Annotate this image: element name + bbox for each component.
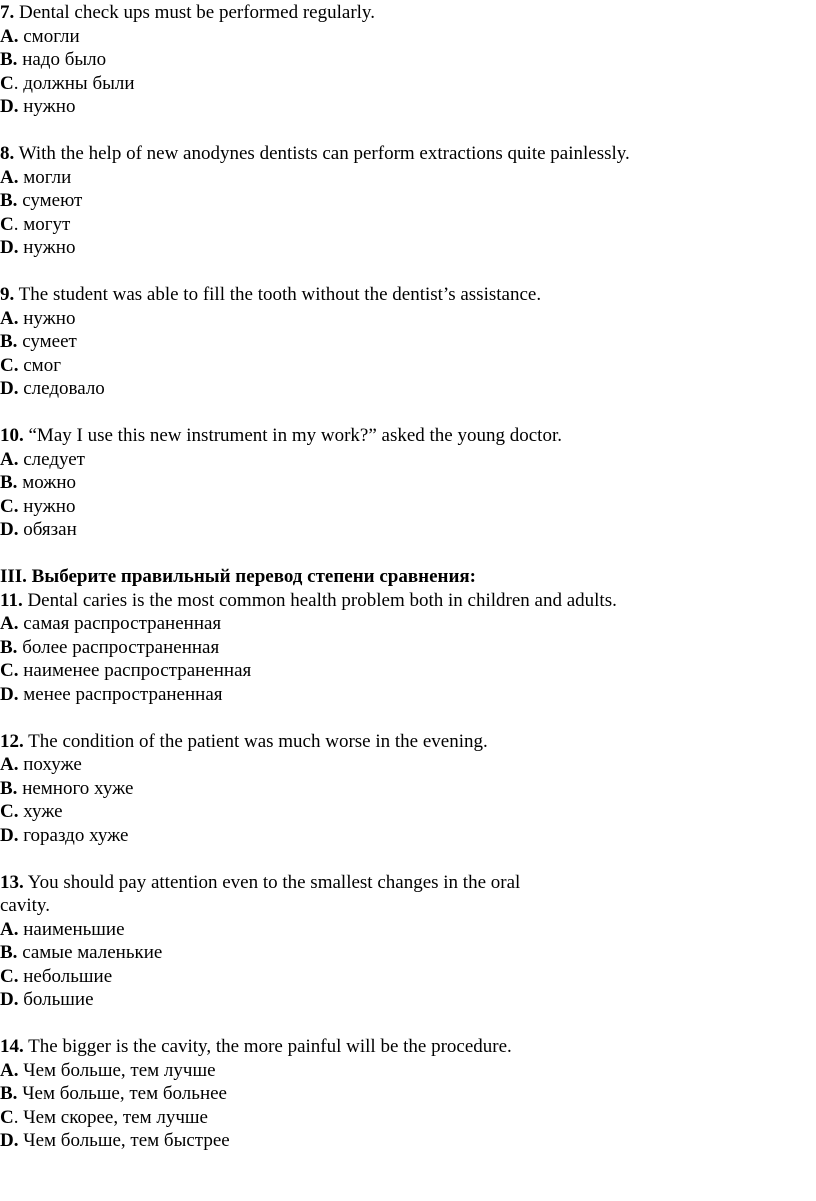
- option-letter: A.: [0, 166, 19, 188]
- answer-option: [0, 1106, 208, 1130]
- answer-option: [0, 354, 61, 378]
- answer-option: [0, 72, 135, 96]
- answer-option: [0, 1059, 216, 1083]
- section-heading: III. Выберите правильный перевод степени сравнения:: [0, 566, 477, 587]
- option-text: следовало: [23, 378, 105, 399]
- question-text: cavity.: [0, 895, 50, 916]
- option-letter: B.: [0, 1083, 18, 1104]
- option-text: самая распространенная: [23, 613, 222, 634]
- option-text: можно: [22, 472, 77, 493]
- option-text: сумеет: [22, 331, 77, 352]
- option-text: . могут: [13, 213, 71, 235]
- option-text: нужно: [23, 96, 76, 117]
- answer-option: [0, 330, 77, 354]
- question-text: Dental check ups must be performed regularly.: [19, 2, 375, 23]
- answer-option: [0, 965, 112, 989]
- answer-option: [0, 495, 75, 519]
- question-line: [0, 142, 630, 166]
- question-line: [0, 1, 375, 25]
- option-letter: C.: [0, 660, 19, 681]
- option-letter: B.: [0, 942, 18, 963]
- option-text: небольшие: [23, 965, 113, 987]
- answer-option: [0, 683, 223, 707]
- option-text: Чем больше, тем больнее: [22, 1083, 227, 1104]
- option-letter: C: [0, 72, 14, 94]
- option-text: . Чем скорее, тем лучше: [13, 1106, 208, 1128]
- question-text: You should pay attention even to the smallest changes in the oral: [27, 871, 521, 893]
- option-letter: A.: [0, 25, 19, 47]
- question-text: The bigger is the cavity, the more painful will be the procedure.: [28, 1036, 512, 1057]
- option-text: Чем больше, тем быстрее: [23, 1130, 230, 1151]
- question-number: 7.: [0, 2, 15, 23]
- answer-option: [0, 471, 76, 495]
- answer-option: [0, 448, 85, 472]
- question-text: With the help of new anodynes dentists can perform extractions quite painlessly.: [18, 143, 630, 164]
- answer-option: [0, 236, 75, 260]
- option-letter: D.: [0, 824, 19, 846]
- answer-option: [0, 166, 71, 190]
- option-letter: C: [0, 1106, 14, 1128]
- answer-option: [0, 377, 105, 401]
- answer-option: [0, 659, 251, 683]
- option-letter: D.: [0, 237, 19, 258]
- option-text: следует: [23, 448, 85, 470]
- answer-option: [0, 612, 221, 636]
- answer-option: [0, 518, 77, 542]
- answer-option: [0, 95, 75, 119]
- question-number: 13.: [0, 871, 24, 893]
- question-text: The student was able to fill the tooth without the dentist’s assistance.: [18, 284, 542, 305]
- question-line: [0, 1035, 512, 1059]
- question-line: [0, 871, 520, 895]
- question-number: 9.: [0, 284, 15, 305]
- question-number: 8.: [0, 143, 15, 164]
- option-text: гораздо хуже: [23, 824, 129, 846]
- option-text: . должны были: [13, 72, 135, 94]
- option-letter: B.: [0, 777, 18, 799]
- answer-option: [0, 777, 133, 801]
- question-number: 10.: [0, 425, 24, 446]
- answer-option: [0, 941, 162, 965]
- option-text: хуже: [23, 801, 63, 822]
- question-number: 14.: [0, 1036, 24, 1057]
- question-line: [0, 730, 488, 754]
- option-text: нужно: [23, 495, 76, 517]
- option-letter: B.: [0, 190, 18, 211]
- option-letter: D.: [0, 989, 19, 1010]
- answer-option: [0, 213, 70, 237]
- option-letter: C: [0, 213, 14, 235]
- option-letter: D.: [0, 96, 19, 117]
- answer-option: [0, 753, 82, 777]
- option-text: надо было: [22, 49, 107, 70]
- question-text: “May I use this new instrument in my work?” asked the young doctor.: [28, 425, 562, 446]
- option-letter: D.: [0, 378, 19, 399]
- question-number: 12.: [0, 730, 24, 752]
- option-letter: B.: [0, 331, 18, 352]
- option-letter: A.: [0, 448, 19, 470]
- option-text: менее распространенная: [23, 683, 223, 705]
- option-text: Чем больше, тем лучше: [23, 1059, 216, 1081]
- question-number: 11.: [0, 589, 23, 611]
- option-letter: C.: [0, 495, 19, 517]
- answer-option: [0, 307, 75, 331]
- answer-option: [0, 988, 94, 1012]
- option-text: наименьшие: [23, 918, 125, 940]
- option-letter: B.: [0, 472, 18, 493]
- option-letter: B.: [0, 49, 18, 70]
- option-letter: A.: [0, 307, 19, 329]
- question-line: [0, 589, 617, 613]
- answer-option: [0, 48, 106, 72]
- option-letter: D.: [0, 683, 19, 705]
- option-letter: A.: [0, 1059, 19, 1081]
- option-text: более распространенная: [22, 636, 220, 658]
- answer-option: [0, 1082, 227, 1106]
- option-text: могли: [23, 166, 72, 188]
- answer-option: [0, 25, 80, 49]
- option-text: большие: [23, 989, 94, 1010]
- answer-option: [0, 189, 82, 213]
- answer-option: [0, 800, 63, 824]
- answer-option: [0, 636, 219, 660]
- question-text: Dental caries is the most common health problem both in children and adults.: [27, 589, 617, 611]
- answer-option: [0, 918, 125, 942]
- option-letter: D.: [0, 519, 19, 540]
- question-text: The condition of the patient was much worse in the evening.: [28, 730, 488, 752]
- option-text: похуже: [23, 754, 82, 775]
- question-line: [0, 283, 541, 307]
- option-letter: A.: [0, 918, 19, 940]
- option-letter: D.: [0, 1130, 19, 1151]
- option-text: самые маленькие: [22, 942, 163, 963]
- option-text: смогли: [23, 25, 80, 47]
- option-text: немного хуже: [22, 777, 134, 799]
- option-text: нужно: [23, 237, 76, 258]
- option-text: нужно: [23, 307, 76, 329]
- question-line: [0, 424, 562, 448]
- answer-option: [0, 824, 128, 848]
- option-text: смог: [23, 354, 61, 376]
- question-continuation: [0, 894, 50, 918]
- answer-option: [0, 1129, 230, 1153]
- option-text: обязан: [23, 519, 77, 540]
- option-letter: A.: [0, 613, 19, 634]
- option-text: наименее распространенная: [23, 660, 252, 681]
- option-letter: A.: [0, 754, 19, 775]
- option-text: сумеют: [22, 190, 83, 211]
- option-letter: C.: [0, 965, 19, 987]
- option-letter: B.: [0, 636, 18, 658]
- option-letter: C.: [0, 801, 19, 822]
- option-letter: C.: [0, 354, 19, 376]
